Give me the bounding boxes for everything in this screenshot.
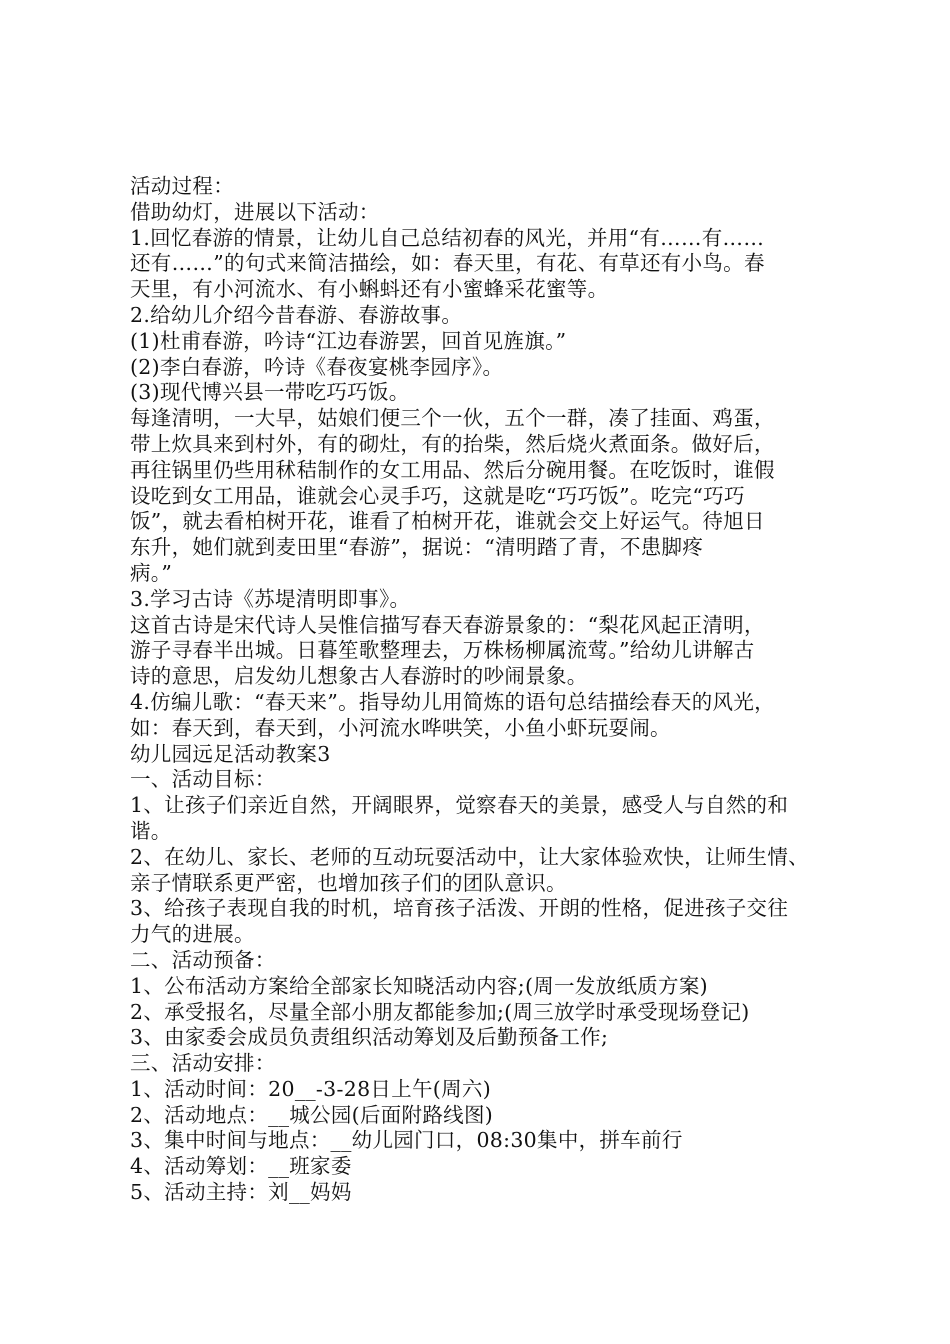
section-heading: 一、活动目标： [130,767,276,792]
text-line: 3、由家委会成员负责组织活动筹划及后勤预备工作; [130,1025,609,1050]
text-line: 3.学习古诗《苏堤清明即事》。 [130,586,411,611]
text-line: 2.给幼儿介绍今昔春游、春游故事。 [130,302,463,327]
text-line: 谐。 [130,818,172,843]
text-line: 4、活动筹划：__班家委 [130,1154,352,1179]
text-line: (1)杜甫春游，吟诗“江边春游罢，回首见旌旗。” [130,328,567,353]
text-line: 东升，她们就到麦田里“春游”，据说：“清明踏了青，不患脚疼 [130,535,704,560]
section-heading: 二、活动预备： [130,947,276,972]
text-line: (2)李白春游，吟诗《春夜宴桃李园序》。 [130,354,504,379]
section-title: 幼儿园远足活动教案3 [130,741,331,766]
text-line: 带上炊具来到村外，有的砌灶，有的抬柴，然后烧火煮面条。做好后， [130,431,775,456]
text-line: 5、活动主持：刘__妈妈 [130,1180,352,1205]
text-line: 2、在幼儿、家长、老师的互动玩耍活动中，让大家体验欢快，让师生情、 [130,844,809,869]
document-body [130,174,842,1206]
text-line: 病。” [130,560,173,585]
text-line: 力气的进展。 [130,922,255,947]
text-line: 3、集中时间与地点：__幼儿园门口，08:30集中，拼车前行 [130,1128,683,1153]
text-line: 还有……”的句式来简洁描绘，如：春天里，有花、有草还有小鸟。春 [130,251,765,276]
text-line: 再往锅里仍些用秫秸制作的女工用品、然后分碗用餐。在吃饭时，谁假 [130,457,775,482]
text-line: 4.仿编儿歌：“春天来”。指导幼儿用简炼的语句总结描绘春天的风光， [130,689,775,714]
text-line: 活动过程： [130,174,234,198]
text-line: 每逢清明，一大早，姑娘们便三个一伙，五个一群，凑了挂面、鸡蛋， [130,406,775,431]
text-line: 1、活动时间：20__-3-28日上午(周六) [130,1076,492,1101]
text-line: 这首古诗是宋代诗人吴惟信描写春天春游景象的：“梨花风起正清明， [130,612,765,637]
text-line: 3、给孩子表现自我的时机，培育孩子活泼、开朗的性格，促进孩子交往 [130,896,789,921]
text-line: 借助幼灯，进展以下活动： [130,199,380,224]
text-line: 1、让孩子们亲近自然，开阔眼界，觉察春天的美景，感受人与自然的和 [130,793,789,818]
text-line: 诗的意思，启发幼儿想象古人春游时的吵闹景象。 [130,664,588,689]
text-line: 1.回忆春游的情景，让幼儿自己总结初春的风光，并用“有……有…… [130,225,765,250]
text-line: 2、活动地点：__城公园(后面附路线图) [130,1102,494,1127]
text-line: 2、承受报名，尽量全部小朋友都能参加;(周三放学时承受现场登记) [130,999,750,1024]
text-line: 饭”，就去看柏树开花，谁看了柏树开花，谁就会交上好运气。待旭日 [130,509,765,534]
text-line: 亲子情联系更严密，也增加孩子们的团队意识。 [130,870,567,895]
text-line: (3)现代博兴县一带吃巧巧饭。 [130,380,410,405]
text-line: 设吃到女工用品，谁就会心灵手巧，这就是吃“巧巧饭”。吃完“巧巧 [130,483,745,508]
text-line: 游子寻春半出城。日暮笙歌整理去，万株杨柳属流莺。”给幼儿讲解古 [130,638,755,663]
text-line: 天里，有小河流水、有小蝌蚪还有小蜜蜂采花蜜等。 [130,277,609,302]
text-line: 1、公布活动方案给全部家长知晓活动内容;(周一发放纸质方案) [130,973,708,998]
text-line: 如：春天到，春天到，小河流水哗哄笑，小鱼小虾玩耍闹。 [130,715,671,740]
section-heading: 三、活动安排： [130,1051,276,1076]
